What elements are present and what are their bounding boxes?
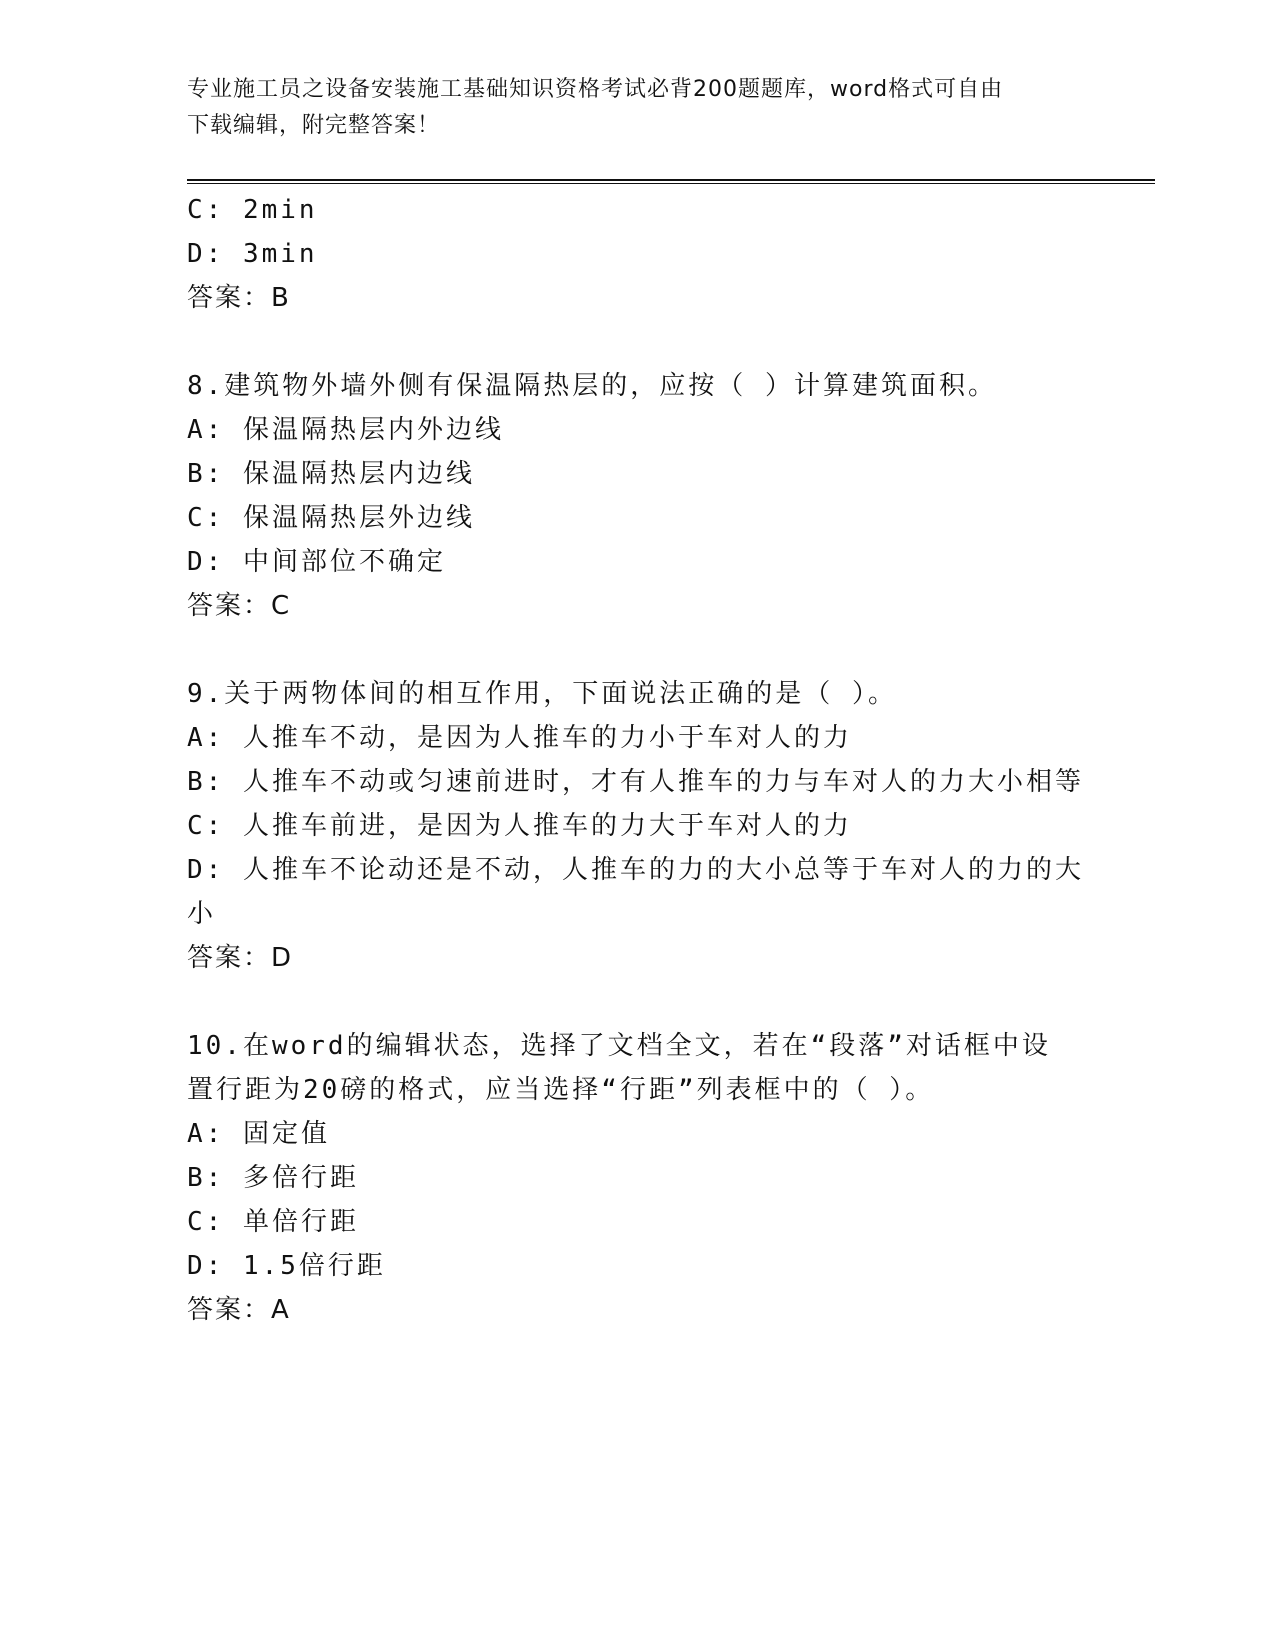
document-header: [187, 72, 1087, 144]
q8-stem: 8.建筑物外墙外侧有保温隔热层的，应按（ ）计算建筑面积。: [187, 371, 997, 401]
q10-stem-line-2: 置行距为20磅的格式，应当选择“行距”列表框中的（ ）。: [187, 1075, 935, 1105]
q7-option-c: C: 2min: [187, 195, 318, 225]
header-divider-thick: [187, 179, 1155, 181]
q9-option-d-line-2: 小: [187, 899, 217, 929]
q7-option-d: D: 3min: [187, 239, 318, 269]
q10-answer: 答案：A: [187, 1295, 291, 1325]
header-divider-thin: [187, 183, 1155, 184]
q9-option-d-line-1: D: 人推车不论动还是不动，人推车的力的大小总等于车对人的力的大: [187, 855, 1084, 885]
q10-option-b: B: 多倍行距: [187, 1163, 359, 1193]
q10-option-a: A: 固定值: [187, 1119, 330, 1149]
q9-option-a: A: 人推车不动，是因为人推车的力小于车对人的力: [187, 723, 852, 753]
q10-option-c: C: 单倍行距: [187, 1207, 359, 1237]
q8-answer: 答案：C: [187, 591, 292, 621]
q9-stem: 9.关于两物体间的相互作用，下面说法正确的是（ ）。: [187, 679, 897, 709]
q8-option-c: C: 保温隔热层外边线: [187, 503, 475, 533]
q9-answer: 答案：D: [187, 943, 294, 973]
q8-option-a: A: 保温隔热层内外边线: [187, 415, 504, 445]
header-title-line-2: 下载编辑，附完整答案！: [187, 113, 441, 138]
q10-option-d: D: 1.5倍行距: [187, 1251, 386, 1281]
q7-answer: 答案：B: [187, 283, 291, 313]
q10-stem-line-1: 10.在word的编辑状态，选择了文档全文，若在“段落”对话框中设: [187, 1031, 1051, 1061]
header-title-line-1: 专业施工员之设备安装施工基础知识资格考试必背200题题库，word格式可自由: [187, 77, 1004, 102]
q8-option-d: D: 中间部位不确定: [187, 547, 446, 577]
q9-option-b: B: 人推车不动或匀速前进时，才有人推车的力与车对人的力大小相等: [187, 767, 1084, 797]
q8-option-b: B: 保温隔热层内边线: [187, 459, 475, 489]
q9-option-c: C: 人推车前进，是因为人推车的力大于车对人的力: [187, 811, 852, 841]
